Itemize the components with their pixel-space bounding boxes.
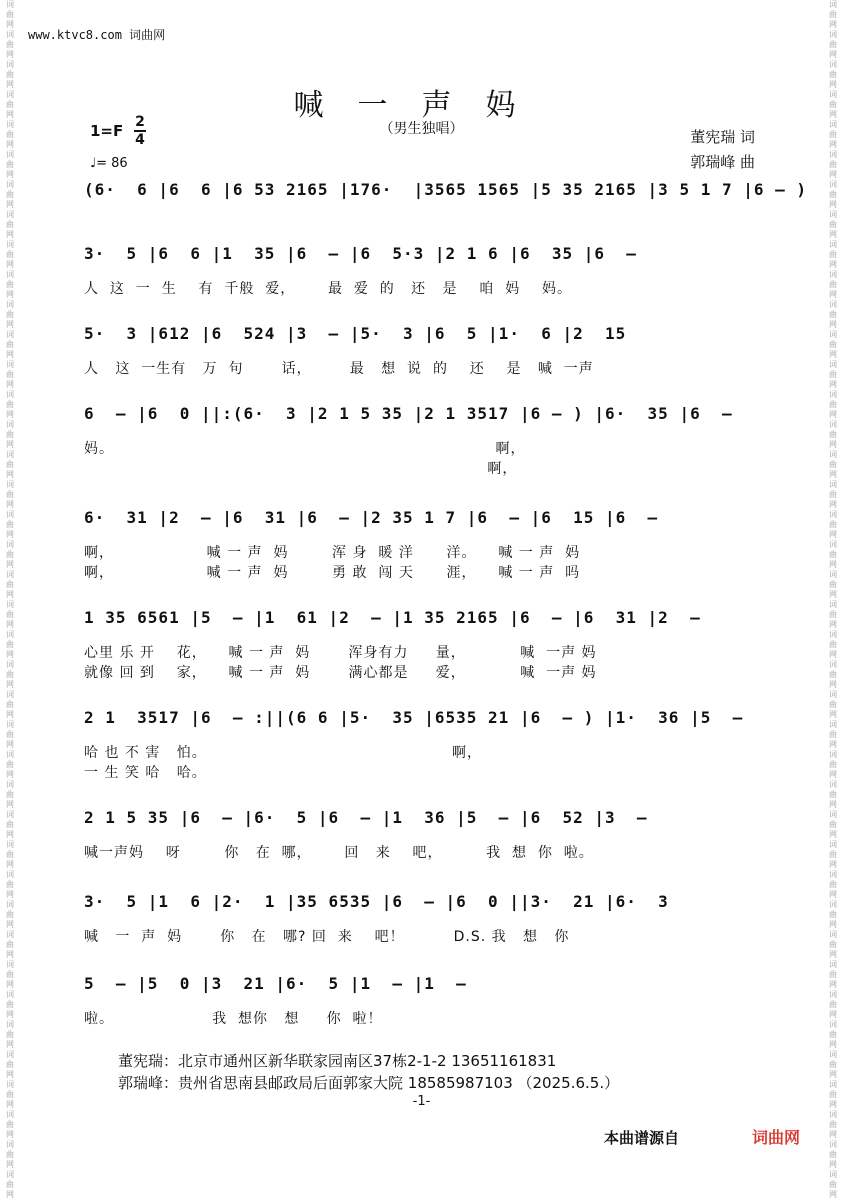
time-bottom: 4 (135, 132, 145, 148)
notes-line-6: 1 35 6561 |5 – |1 61 |2 – |1 35 2165 |6 – |6 31 |2 – (84, 608, 701, 627)
staff-line-7 (84, 700, 756, 790)
lyrics-line-6-verse-1: 心里 乐 开 花， 喊 一 声 妈 浑身有力 量， 喊 一声 妈 (84, 645, 597, 661)
notes-line-9: 3· 5 |1 6 |2· 1 |35 6535 |6 – |6 0 ||3· 21 |6· 3 (84, 892, 669, 911)
staff-line-9 (84, 884, 756, 974)
time-signature (134, 114, 146, 148)
notes-line-4: 6 – |6 0 ||:(6· 3 |2 1 5 35 |2 1 3517 |6 – ) |6· 35 |6 – (84, 404, 733, 423)
staff-line-4 (84, 396, 756, 486)
staff-line-8 (84, 800, 756, 890)
site-url[interactable]: www.ktvc8.com 词曲网 (28, 28, 166, 42)
song-subtitle: （男生独唱） (379, 121, 464, 137)
lyrics-line-3-verse-1: 人 这 一生有 万 句 话， 最 想 说 的 还 是 喊 一声 (84, 361, 594, 377)
composer-credit: 郭瑞峰 曲 (690, 153, 755, 171)
notes-line-5: 6· 31 |2 – |6 31 |6 – |2 35 1 7 |6 – |6 15 |6 – (84, 508, 659, 527)
lyrics-line-10-verse-1: 啦。 我 想你 想 你 啦！ (84, 1011, 383, 1027)
key-signature: 1=F (90, 122, 124, 140)
lyrics-line-4-verse-2: 啊， (84, 461, 518, 477)
footer-lyricist-contact: 董宪瑞：北京市通州区新华联家园南区37栋2-1-2 13651161831 (118, 1052, 557, 1070)
source-label: 本曲谱源自 (604, 1129, 680, 1147)
lyrics-line-5-verse-1: 啊， 喊 一 声 妈 浑 身 暖 洋 洋。 喊 一 声 妈 (84, 545, 581, 561)
lyrics-line-4-verse-1: 妈。 啊， (84, 441, 526, 457)
notes-line-2: 3· 5 |6 6 |1 35 |6 – |6 5·3 |2 1 6 |6 35 |6 – (84, 244, 637, 263)
notes-line-3: 5· 3 |612 |6 524 |3 – |5· 3 |6 5 |1· 6 |2 15 (84, 324, 627, 343)
lyrics-line-2-verse-1: 人 这 一 生 有 千般 爱， 最 爱 的 还 是 咱 妈 妈。 (84, 281, 573, 297)
staff-line-3 (84, 316, 756, 406)
lyricist-credit: 董宪瑞 词 (690, 128, 755, 146)
page-number: -1- (412, 1094, 431, 1109)
notes-line-8: 2 1 5 35 |6 – |6· 5 |6 – |1 36 |5 – |6 52 |3 – (84, 808, 648, 827)
lyrics-line-6-verse-2: 就像 回 到 家， 喊 一 声 妈 满心都是 爱， 喊 一声 妈 (84, 665, 597, 681)
lyrics-line-9-verse-1: 喊 一 声 妈 你 在 哪? 回 来 吧！ D.S. 我 想 你 (84, 929, 570, 945)
tempo-marking: ♩= 86 (90, 156, 128, 171)
notes-line-7: 2 1 3517 |6 – :||(6 6 |5· 35 |6535 21 |6 – ) |1· 36 |5 – (84, 708, 744, 727)
staff-line-10 (84, 966, 756, 1056)
notes-line-1: (6· 6 |6 6 |6 53 2165 |176· |3565 1565 |5 35 2165 |3 5 1 7 |6 – ) (84, 180, 808, 199)
staff-line-2 (84, 236, 756, 326)
time-top: 2 (135, 114, 145, 130)
source-logo[interactable]: 词曲网 (752, 1128, 801, 1147)
notes-line-10: 5 – |5 0 |3 21 |6· 5 |1 – |1 – (84, 974, 467, 993)
lyrics-line-5-verse-2: 啊， 喊 一 声 妈 勇 敢 闯 天 涯， 喊 一 声 吗 (84, 565, 581, 581)
staff-line-6 (84, 600, 756, 690)
watermark-right: 词曲网词曲网词曲网词曲网词曲网词曲网词曲网词曲网词曲网词曲网词曲网词曲网词曲网词曲网词曲网词曲网词曲网词曲网词曲网词曲网词曲网词曲网词曲网词曲网词曲网词曲网词曲网词曲网词曲网词曲网词曲网词曲网词曲网词曲网词曲网词曲网词曲网词曲网词曲网词曲网 (829, 0, 837, 1199)
lyrics-line-7-verse-1: 哈 也 不 害 怕。 啊， (84, 745, 482, 761)
song-title: 喊一声妈 (293, 88, 550, 123)
lyrics-line-7-verse-2: 一 生 笑 哈 哈。 (84, 765, 207, 781)
footer-composer-contact: 郭瑞峰：贵州省思南县邮政局后面郭家大院 18585987103 （2025.6.5.） (118, 1074, 620, 1092)
lyrics-line-8-verse-1: 喊一声妈 呀 你 在 哪， 回 来 吧， 我 想 你 啦。 (84, 845, 594, 861)
staff-line-5 (84, 500, 756, 590)
watermark-left: 词曲网词曲网词曲网词曲网词曲网词曲网词曲网词曲网词曲网词曲网词曲网词曲网词曲网词曲网词曲网词曲网词曲网词曲网词曲网词曲网词曲网词曲网词曲网词曲网词曲网词曲网词曲网词曲网词曲网词曲网词曲网词曲网词曲网词曲网词曲网词曲网词曲网词曲网词曲网词曲网 (6, 0, 14, 1199)
